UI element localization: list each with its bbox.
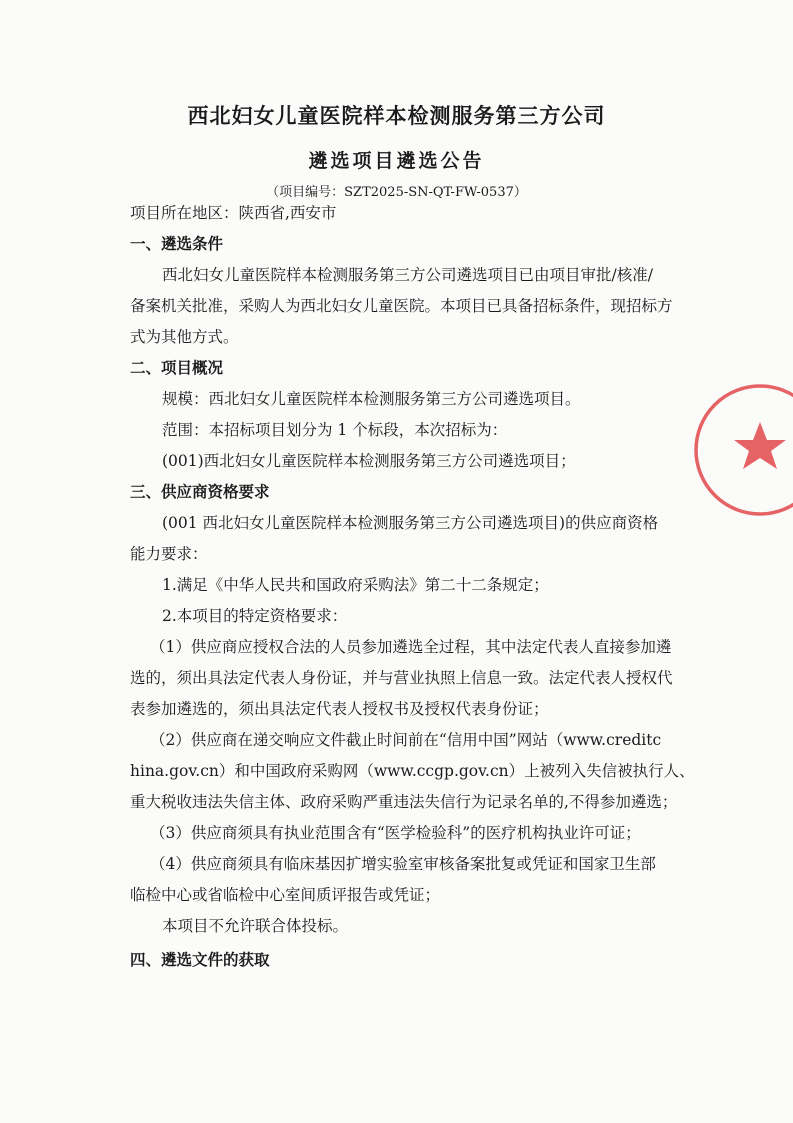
s3-req1-line-2: 选的，须出具法定代表人身份证，并与营业执照上信息一致。法定代表人授权代 bbox=[130, 669, 673, 687]
s3-req2-line-3: 重大税收违法失信主体、政府采购严重违法失信行为记录名单的,不得参加遴选； bbox=[130, 793, 678, 811]
s3-req4-line-2: 临检中心或省临检中心室间质评报告或凭证； bbox=[130, 886, 441, 904]
s3-req1-line-1: （1）供应商应授权合法的人员参加遴选全过程，其中法定代表人直接参加遴 bbox=[150, 638, 672, 656]
section-4-heading: 四、遴选文件的获取 bbox=[130, 951, 270, 969]
document-title: 西北妇女儿童医院样本检测服务第三方公司 bbox=[187, 103, 606, 128]
s3-req4-line-1: （4）供应商须具有临床基因扩增实验室审核备案批复或凭证和国家卫生部 bbox=[150, 855, 656, 873]
s3-item-1: 1.满足《中华人民共和国政府采购法》第二十二条规定； bbox=[162, 576, 549, 594]
s2-lot: (001)西北妇女儿童医院样本检测服务第三方公司遴选项目； bbox=[162, 452, 576, 470]
s1-para-line-2: 备案机关批准，采购人为西北妇女儿童医院。本项目已具备招标条件，现招标方 bbox=[130, 297, 673, 315]
s3-no-joint-bid: 本项目不允许联合体投标。 bbox=[162, 917, 349, 935]
s3-req2-line-1: （2）供应商在递交响应文件截止时间前在“信用中国”网站（www.creditc bbox=[150, 731, 662, 749]
s3-intro-line-1: (001 西北妇女儿童医院样本检测服务第三方公司遴选项目)的供应商资格 bbox=[162, 514, 659, 532]
project-number: （项目编号：SZT2025-SN-QT-FW-0537） bbox=[266, 185, 527, 200]
section-1-heading: 一、遴选条件 bbox=[130, 235, 224, 253]
s2-scope: 范围：本招标项目划分为 1 个标段，本次招标为： bbox=[162, 421, 508, 439]
s3-req3: （3）供应商须具有执业范围含有“医学检验科”的医疗机构执业许可证； bbox=[150, 824, 641, 842]
s3-req2-line-2: hina.gov.cn）和中国政府采购网（www.ccgp.gov.cn）上被列入失信被执行人、 bbox=[130, 762, 695, 780]
s1-para-line-1: 西北妇女儿童医院样本检测服务第三方公司遴选项目已由项目审批/核准/ bbox=[162, 266, 653, 284]
s3-item-2: 2.本项目的特定资格要求： bbox=[162, 607, 348, 625]
s2-scale: 规模：西北妇女儿童医院样本检测服务第三方公司遴选项目。 bbox=[162, 390, 581, 408]
s3-intro-line-2: 能力要求： bbox=[130, 545, 208, 563]
s1-para-line-3: 式为其他方式。 bbox=[130, 328, 239, 346]
document-subtitle: 遴选项目遴选公告 bbox=[308, 150, 485, 172]
project-location: 项目所在地区：陕西省,西安市 bbox=[130, 204, 337, 222]
section-3-heading: 三、供应商资格要求 bbox=[130, 483, 270, 501]
official-seal-stamp bbox=[690, 380, 793, 520]
s3-req1-line-3: 表参加遴选的，须出具法定代表人授权书及授权代表身份证； bbox=[130, 700, 549, 718]
section-2-heading: 二、项目概况 bbox=[130, 359, 224, 377]
